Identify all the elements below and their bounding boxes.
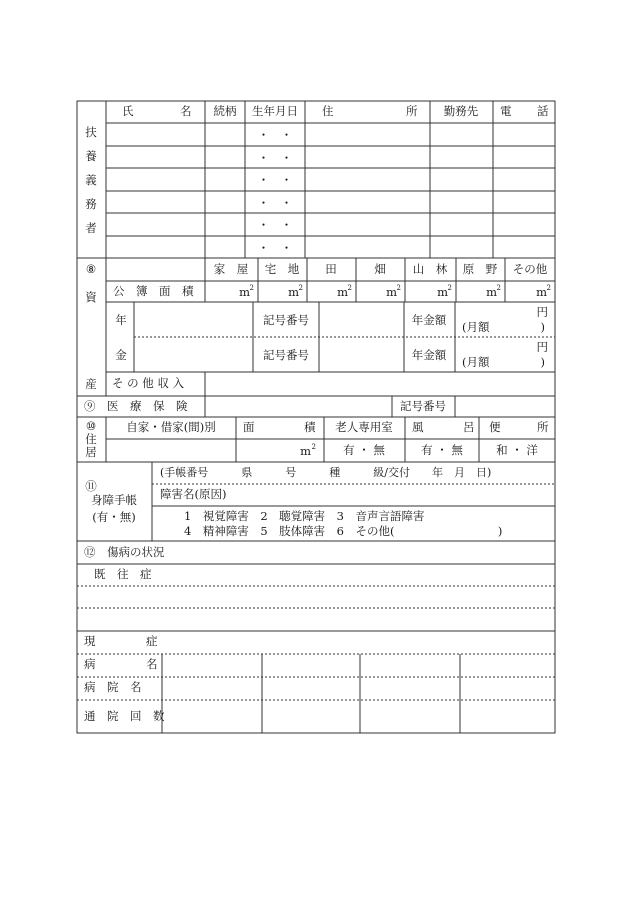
land-type-plain: 原 野 bbox=[462, 262, 498, 276]
unit-m: m bbox=[536, 285, 547, 299]
unit-m: m bbox=[386, 285, 397, 299]
current-illness-b: 症 bbox=[146, 634, 158, 648]
unit-m: m bbox=[486, 285, 497, 299]
dependent-title-char: 務 bbox=[85, 197, 97, 211]
bath-b: 呂 bbox=[463, 420, 475, 434]
bath-a: 風 bbox=[412, 420, 424, 434]
medical-record-no: 記号番号 bbox=[400, 399, 446, 413]
disability-cause-label: 障害名(原因) bbox=[160, 487, 227, 501]
housing-area-a: 面 bbox=[243, 420, 255, 434]
dependent-title-char: 者 bbox=[85, 221, 97, 235]
pension-record-no-1: 記号番号 bbox=[263, 313, 309, 327]
housing-char-a: 住 bbox=[85, 432, 97, 446]
header-name-a: 氏 bbox=[122, 104, 134, 118]
header-address-a: 住 bbox=[322, 104, 334, 118]
bath-yes-no: 有 ・ 無 bbox=[421, 443, 463, 457]
header-name-b: 名 bbox=[180, 104, 192, 118]
toilet-style: 和 ・ 洋 bbox=[496, 443, 538, 457]
birthdate-separator: ・ ・ bbox=[257, 241, 293, 255]
pension-char-a: 年 bbox=[115, 313, 127, 327]
unit-sup: 2 bbox=[298, 284, 303, 292]
monthly-1: (月額 bbox=[462, 320, 490, 334]
land-type-rice-field: 田 bbox=[325, 262, 337, 276]
hospital-visits-label: 通 院 回 数 bbox=[84, 709, 165, 723]
illness-status-label: ⑫ 傷病の状況 bbox=[84, 545, 165, 559]
disability-options-2: 4 精神障害 5 肢体障害 6 その他( ) bbox=[184, 524, 503, 538]
assets-char-b: 産 bbox=[85, 377, 97, 391]
unit-sup: 2 bbox=[496, 284, 501, 292]
unit-sup: 2 bbox=[447, 284, 452, 292]
disability-options-1: 1 視覚障害 2 聴覚障害 3 音声言語障害 bbox=[184, 509, 425, 523]
housing-area-b: 積 bbox=[304, 420, 316, 434]
birthdate-separator: ・ ・ bbox=[257, 151, 293, 165]
dependent-title-char: 扶 bbox=[85, 125, 97, 139]
elderly-room-yes-no: 有 ・ 無 bbox=[343, 443, 385, 457]
header-tel-a: 電 bbox=[500, 104, 512, 118]
paren-close-2: ) bbox=[540, 355, 545, 369]
header-birth: 生年月日 bbox=[252, 104, 298, 118]
land-type-other: その他 bbox=[512, 262, 548, 276]
housing-type-label: 自家・借家(間)別 bbox=[126, 420, 216, 434]
unit-m: m bbox=[300, 444, 311, 458]
current-illness-a: 現 bbox=[84, 634, 96, 648]
unit-m: m bbox=[288, 285, 299, 299]
land-type-residential: 宅 地 bbox=[264, 262, 300, 276]
hospital-name-label: 病 院 名 bbox=[84, 680, 142, 694]
disability-handbook-label: 身障手帳 bbox=[91, 493, 137, 507]
assets-char-a: 資 bbox=[85, 290, 97, 304]
pension-record-no-2: 記号番号 bbox=[263, 348, 309, 362]
land-type-forest: 山 林 bbox=[412, 262, 448, 276]
birthdate-separator: ・ ・ bbox=[257, 196, 293, 210]
pension-char-b: 金 bbox=[115, 348, 127, 362]
toilet-b: 所 bbox=[537, 420, 549, 434]
dependent-title-char: 養 bbox=[85, 149, 97, 163]
header-tel-b: 話 bbox=[537, 104, 549, 118]
monthly-2: (月額 bbox=[462, 355, 490, 369]
elderly-room-label: 老人専用室 bbox=[335, 420, 393, 434]
header-work: 勤務先 bbox=[443, 104, 479, 118]
header-relation: 続柄 bbox=[213, 104, 237, 118]
annual-amount-2: 年金額 bbox=[411, 348, 447, 362]
housing-number: ⑩ bbox=[85, 419, 97, 433]
disability-number: ⑪ bbox=[85, 479, 97, 493]
disability-yes-no: (有・無) bbox=[92, 510, 136, 524]
toilet-a: 便 bbox=[489, 420, 501, 434]
unit-sup: 2 bbox=[249, 284, 254, 292]
disease-name-b: 名 bbox=[146, 657, 158, 671]
paren-close-1: ) bbox=[540, 320, 545, 334]
yen-2: 円 bbox=[536, 340, 548, 354]
registry-area-label: 公 簿 面 積 bbox=[113, 284, 194, 298]
land-type-house: 家 屋 bbox=[213, 262, 249, 276]
unit-sup: 2 bbox=[396, 284, 401, 292]
unit-m: m bbox=[239, 285, 250, 299]
medical-insurance-label: ⑨ 医 療 保 険 bbox=[84, 399, 188, 413]
unit-sup: 2 bbox=[311, 443, 316, 451]
past-illness-label: 既 往 症 bbox=[94, 567, 152, 581]
land-type-field: 畑 bbox=[374, 262, 386, 276]
birthdate-separator: ・ ・ bbox=[257, 218, 293, 232]
birthdate-separator: ・ ・ bbox=[257, 128, 293, 142]
unit-m: m bbox=[437, 285, 448, 299]
yen-1: 円 bbox=[536, 305, 548, 319]
disease-name-a: 病 bbox=[84, 657, 96, 671]
unit-sup: 2 bbox=[347, 284, 352, 292]
annual-amount-1: 年金額 bbox=[411, 313, 447, 327]
birthdate-separator: ・ ・ bbox=[257, 173, 293, 187]
header-address-b: 所 bbox=[406, 104, 418, 118]
other-income-label: そ の 他 収 入 bbox=[112, 376, 185, 390]
disability-handbook-line: (手帳番号 県 号 種 級/交付 年 月 日) bbox=[160, 466, 492, 479]
assets-number: ⑧ bbox=[85, 262, 97, 276]
unit-sup: 2 bbox=[546, 284, 551, 292]
housing-char-b: 居 bbox=[85, 445, 97, 459]
dependent-title-char: 義 bbox=[85, 173, 97, 187]
unit-m: m bbox=[337, 285, 348, 299]
